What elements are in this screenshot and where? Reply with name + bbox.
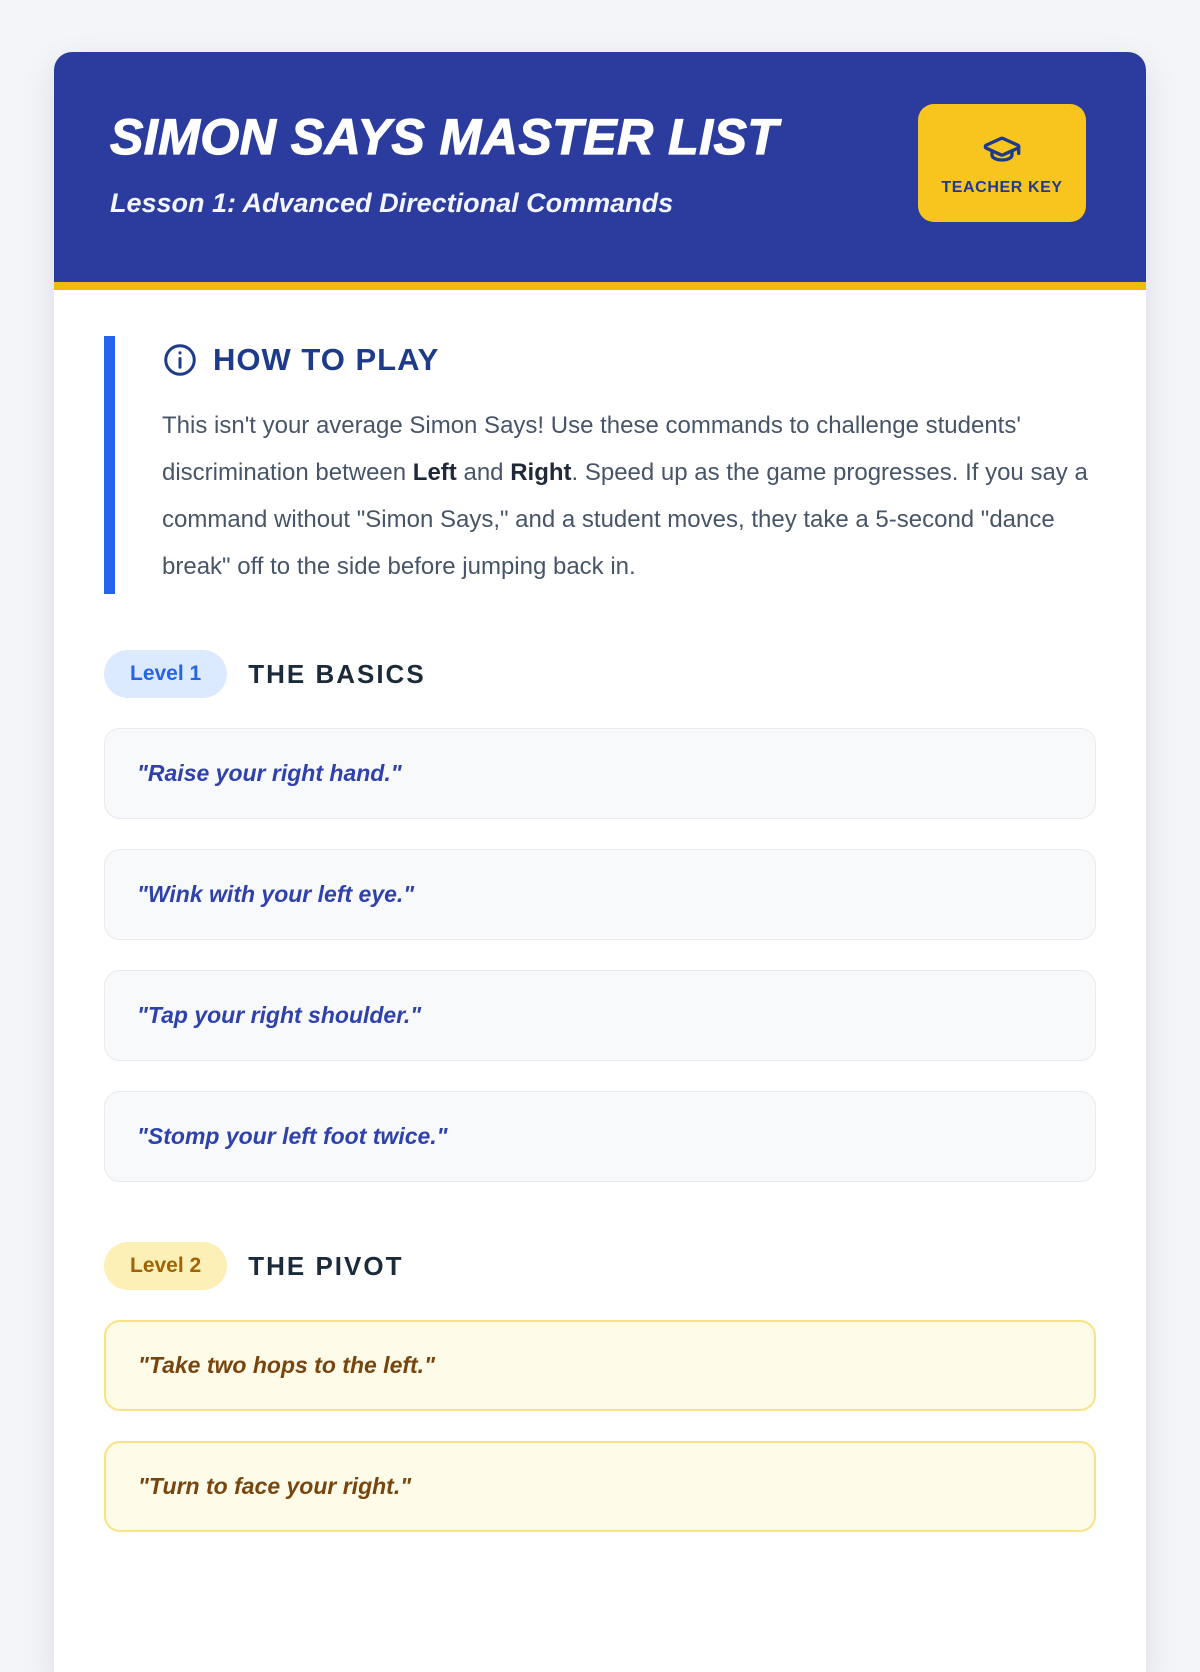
teacher-key-badge[interactable] [918,104,1086,222]
page-title: SIMON SAYS MASTER LIST [110,108,779,165]
page-subtitle: Lesson 1: Advanced Directional Commands [110,187,674,218]
level-2-title: THE PIVOT [248,1250,404,1281]
paragraph-text: . Speed up as the game progresses. If you say a command without "Simon Says," and a student moves, they take a 5-second "dance break" off to the side before jumping back in. [162,459,1088,580]
command-text: "Take two hops to the left." [138,1352,435,1378]
command-card [104,728,1096,819]
info-icon [162,342,198,378]
paragraph-text: This isn't your average Simon Says! Use these commands to challenge students' discrimination between [162,412,1021,486]
bold-right: Right [510,459,572,486]
level-2-badge: Level 2 [104,1242,227,1290]
how-to-play-paragraph [162,402,1096,590]
command-card [104,1320,1096,1411]
command-card [104,970,1096,1061]
command-text: "Tap your right shoulder." [137,1002,422,1028]
how-to-play-section [104,336,1096,594]
level-1-badge: Level 1 [104,650,227,698]
level-1-title: THE BASICS [248,658,426,689]
level-2-heading-row [104,1242,1096,1290]
graduation-cap-icon [982,130,1022,170]
page [0,52,1200,1652]
level-1-section [104,650,1096,1182]
how-to-play-heading-row [162,342,1096,378]
command-card [104,1441,1096,1532]
content [54,290,1146,1672]
bold-left: Left [412,459,457,486]
command-card [104,1091,1096,1182]
paragraph-text: and [456,459,511,486]
level-1-heading-row [104,650,1096,698]
teacher-key-label: TEACHER KEY [941,178,1063,196]
how-to-play-heading: HOW TO PLAY [213,342,440,377]
header [54,52,1146,282]
command-text: "Turn to face your right." [138,1473,412,1499]
command-text: "Wink with your left eye." [137,881,415,907]
worksheet [54,52,1146,1672]
level-2-section [104,1242,1096,1532]
command-text: "Raise your right hand." [137,760,402,786]
command-card [104,849,1096,940]
header-text-block [110,108,778,219]
command-text: "Stomp your left foot twice." [137,1123,448,1149]
header-accent-strip [54,282,1146,290]
